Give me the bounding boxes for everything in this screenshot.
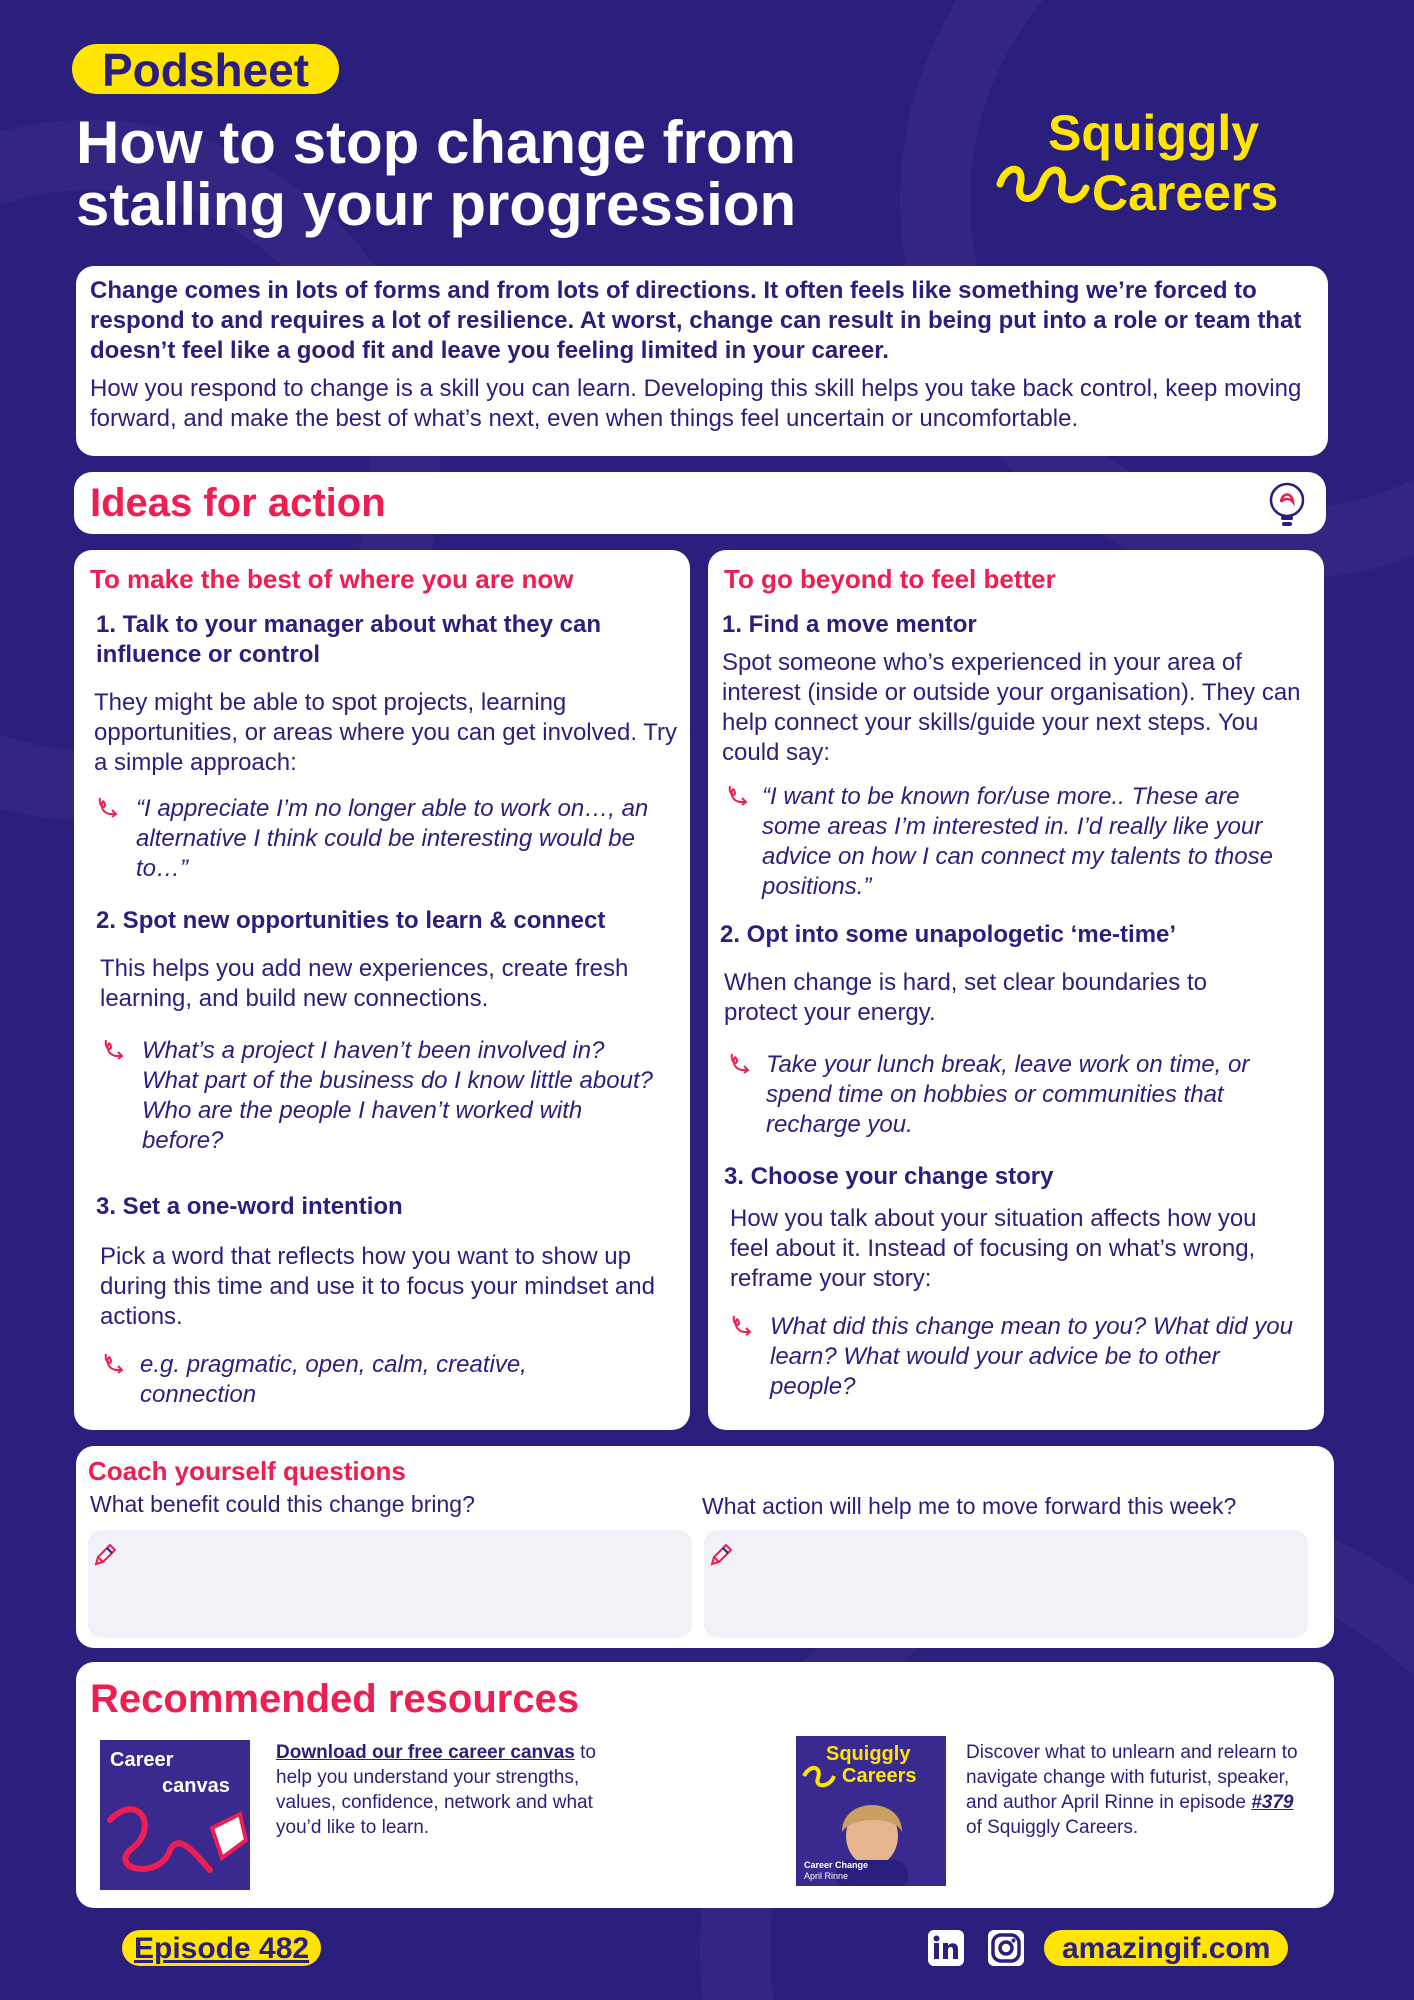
right-item-1-title: 1. Find a move mentor [722, 611, 977, 638]
intro-bold-text: Change comes in lots of forms and from lots of directions. It often feels like something we’re forced to respond to and requires a lot of resilience. At worst, change can result in being put into a role or team that doesn’t feel like a good fit and leave you feeling limited in your career. [90, 277, 1302, 364]
resources-card [76, 1662, 1334, 1908]
logo-text-top: Squiggly [1048, 105, 1260, 161]
ideas-title: Ideas for action [90, 481, 386, 525]
pod-thumb-top: Squiggly [826, 1743, 911, 1765]
canvas-thumb-line-1: Career [110, 1749, 174, 1771]
pod-thumb-caption-2: April Rinne [804, 1871, 849, 1881]
canvas-thumb-line-2: canvas [162, 1775, 230, 1797]
left-item-1-body: They might be able to spot projects, learning opportunities, or areas where you can get involved. Try a simple approach: [94, 689, 677, 776]
canvas-resource-description: to help you understand your strengths, values, confidence, network and what you’d like to learn. [276, 1742, 596, 1838]
coach-question-2: What action will help me to move forward this week? [702, 1493, 1237, 1519]
page-title [76, 109, 976, 238]
title-line-2: stalling your progression [76, 171, 797, 238]
right-item-1-body: Spot someone who’s experienced in your area of interest (inside or outside your organisation). They can help connect your skills/guide your next steps. You could say: [722, 649, 1301, 766]
pod-thumb-bottom: Careers [842, 1765, 917, 1787]
squiggle-arrow-icon [726, 782, 750, 806]
right-item-3-quote: What did this change mean to you? What did you learn? What would your advice be to other people? [770, 1313, 1293, 1400]
website-link[interactable]: amazingif.com [1044, 1930, 1288, 1966]
left-item-2-body: This helps you add new experiences, create fresh learning, and build new connections. [100, 955, 629, 1012]
right-item-2-quote: Take your lunch break, leave work on time, or spend time on hobbies or communities that recharge you. [766, 1051, 1250, 1138]
ideas-header [74, 472, 1326, 534]
squiggle-arrow-icon [96, 794, 120, 818]
intro-card [76, 266, 1328, 456]
left-column-card [74, 550, 690, 1430]
right-item-1-quote: “I want to be known for/use more.. These are some areas I’m interested in. I’d really like your advice on how I can connect my talents to those positions.” [762, 783, 1273, 900]
episode-379-link[interactable]: #379 [1251, 1792, 1294, 1813]
podcast-text-before: Discover what to unlearn and relearn to navigate change with futurist, speaker, and author April Rinne in episode [966, 1742, 1298, 1813]
intro-body-text: How you respond to change is a skill you can learn. Developing this skill helps you take back control, keep moving forward, and make the best of what’s next, even when things feel uncertain or uncomfortable. [90, 375, 1302, 432]
pod-thumb-caption-1: Career Change [804, 1860, 869, 1870]
episode-number-badge: Episode 482 [122, 1930, 321, 1966]
squiggly-careers-logo [996, 104, 1326, 224]
podcast-episode-thumbnail[interactable] [796, 1736, 946, 1886]
right-item-2-body: When change is hard, set clear boundaries to protect your energy. [724, 969, 1207, 1026]
instagram-icon[interactable] [988, 1930, 1024, 1966]
coach-card [76, 1446, 1334, 1648]
linkedin-icon[interactable] [928, 1930, 964, 1966]
right-column-heading: To go beyond to feel better [724, 564, 1056, 594]
canvas-resource-text [276, 1740, 596, 1840]
podcast-thumb-image [796, 1736, 946, 1886]
left-item-3-title: 3. Set a one-word intention [96, 1193, 403, 1220]
left-item-3-body: Pick a word that reflects how you want to show up during this time and use it to focus your mindset and actions. [100, 1243, 655, 1330]
resources-title: Recommended resources [90, 1677, 580, 1721]
squiggle-arrow-icon [730, 1312, 754, 1336]
left-item-3-quote: e.g. pragmatic, open, calm, creative, connection [140, 1351, 527, 1408]
squiggle-arrow-icon [102, 1350, 126, 1374]
left-column-heading: To make the best of where you are now [90, 564, 574, 594]
left-item-1-title: 1. Talk to your manager about what they can influence or control [96, 611, 601, 668]
left-item-2-quote: What’s a project I haven’t been involved in? What part of the business do I know little about? Who are the people I haven’t worked with before? [142, 1037, 653, 1154]
coach-answer-field-2[interactable] [704, 1530, 1308, 1638]
lightbulb-icon [1264, 480, 1310, 528]
coach-answer-field-1[interactable] [88, 1530, 692, 1638]
squiggle-arrow-icon [728, 1050, 752, 1074]
right-column-card [708, 550, 1324, 1430]
left-item-1-quote: “I appreciate I’m no longer able to work on…, an alternative I think could be interesting would be to…” [136, 795, 649, 882]
right-item-3-title: 3. Choose your change story [724, 1163, 1054, 1190]
pencil-icon [708, 1542, 734, 1568]
logo-text-bottom: Careers [1092, 165, 1279, 221]
coach-title: Coach yourself questions [88, 1456, 406, 1486]
career-canvas-thumbnail[interactable] [100, 1740, 250, 1890]
left-item-2-title: 2. Spot new opportunities to learn & connect [96, 907, 606, 934]
right-item-3-body: How you talk about your situation affects how you feel about it. Instead of focusing on what’s wrong, reframe your story: [730, 1205, 1257, 1292]
coach-question-1: What benefit could this change bring? [90, 1491, 475, 1517]
right-item-2-title: 2. Opt into some unapologetic ‘me-time’ [720, 921, 1177, 948]
title-line-1: How to stop change from [76, 109, 796, 176]
pencil-icon [92, 1542, 118, 1568]
download-canvas-link[interactable]: Download our free career canvas [276, 1742, 575, 1763]
career-canvas-image [100, 1740, 250, 1890]
podcast-resource-text [966, 1740, 1306, 1840]
podcast-text-after: of Squiggly Careers. [966, 1817, 1139, 1838]
podsheet-tag: Podsheet [72, 44, 339, 94]
squiggle-arrow-icon [102, 1036, 126, 1060]
